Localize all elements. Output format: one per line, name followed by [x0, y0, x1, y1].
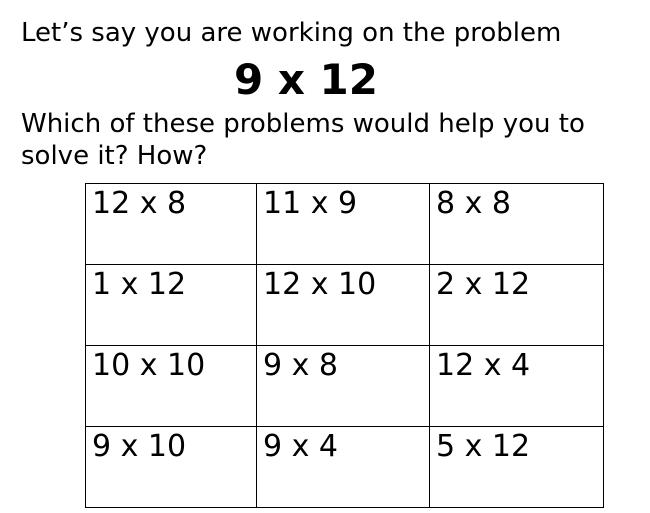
- grid-cell: 12 x 10: [257, 265, 430, 346]
- grid-cell: 8 x 8: [430, 184, 604, 265]
- grid-cell: 12 x 8: [86, 184, 257, 265]
- grid-cell: 5 x 12: [430, 427, 604, 508]
- grid-cell: 1 x 12: [86, 265, 257, 346]
- grid-row: [86, 427, 604, 508]
- question-text: Which of these problems would help you to solve it? How?: [21, 109, 585, 171]
- target-problem: 9 x 12: [233, 55, 378, 104]
- grid-cell: 2 x 12: [430, 265, 604, 346]
- problem-grid: [85, 183, 604, 508]
- grid-cell: 12 x 4: [430, 346, 604, 427]
- grid-cell: 10 x 10: [86, 346, 257, 427]
- grid-row: [86, 346, 604, 427]
- grid-cell: 9 x 8: [257, 346, 430, 427]
- grid-row: [86, 265, 604, 346]
- grid-cell: 9 x 10: [86, 427, 257, 508]
- grid-cell: 9 x 4: [257, 427, 430, 508]
- grid-row: [86, 184, 604, 265]
- intro-text: Let’s say you are working on the problem: [21, 18, 562, 48]
- grid-cell: 11 x 9: [257, 184, 430, 265]
